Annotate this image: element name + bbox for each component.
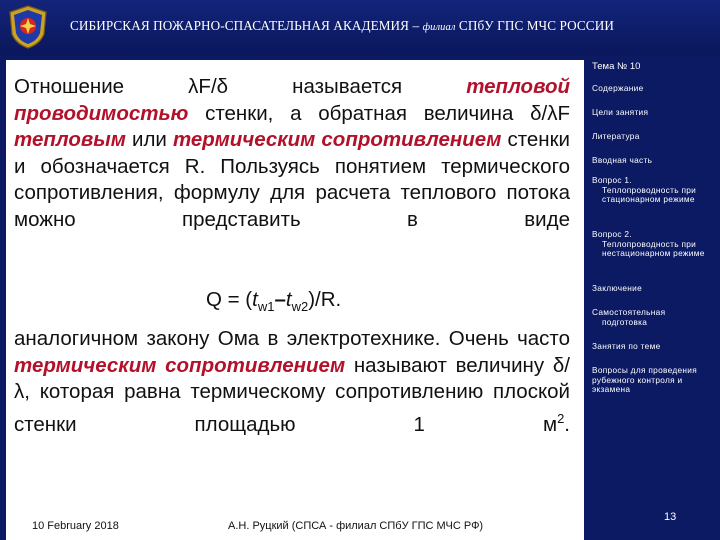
nav-item-10[interactable] — [592, 366, 716, 395]
page-number: 13 — [664, 511, 677, 523]
paragraph-1 — [14, 74, 570, 233]
nav-item-label: Вводная часть — [592, 155, 653, 165]
header-title: СИБИРСКАЯ ПОЖАРНО-СПАСАТЕЛЬНАЯ АКАДЕМИЯ – филиал СПбУ ГПС МЧС РОССИИ — [70, 18, 614, 33]
nav-item-2[interactable] — [592, 108, 716, 118]
slide-content — [6, 60, 584, 520]
nav-item-label: Содержание — [592, 83, 644, 93]
nav-item-3[interactable] — [592, 132, 716, 142]
paragraph-2 — [14, 326, 570, 438]
nav-item-label: Занятия по теме — [592, 341, 661, 351]
text-run: или — [125, 128, 173, 151]
text-run: называют величину δ/λ, которая равна термическому сопротивлению плоской стенки площадью 1 м — [14, 353, 570, 436]
highlight-term: тепловой проводимостью — [14, 75, 570, 125]
highlight-term: тепловым — [14, 128, 126, 151]
text-run: аналогичном закону Ома в электротехнике. Очень часто — [14, 327, 570, 350]
nav-item-1[interactable] — [592, 84, 716, 94]
text-run: 2 — [557, 410, 565, 426]
nav-item-8[interactable] — [592, 308, 716, 327]
nav-item-sublabel: Теплопроводность при стационарном режиме — [602, 184, 697, 204]
navigation-sidebar — [588, 56, 720, 476]
nav-item-label: Литература — [592, 131, 640, 141]
nav-item-label: Цели занятия — [592, 107, 649, 117]
nav-item-sublabel: подготовка — [602, 316, 648, 327]
nav-item-label: Самостоятельная — [592, 307, 666, 317]
topic-label: Тема № 10 — [592, 61, 641, 72]
header-bar — [0, 0, 720, 56]
formula: $Q = (t_{w1}-t_{w2})/R$. — [206, 288, 342, 315]
nav-item-7[interactable] — [592, 284, 716, 294]
text-run: стенки, а обратная величина δ/λF — [188, 101, 570, 125]
nav-item-label: Вопросы для проведения рубежного контроля и экзамена — [592, 365, 697, 394]
nav-item-6[interactable] — [592, 230, 716, 259]
highlight-term: термическим сопротивлением — [172, 128, 502, 151]
highlight-term: термическим сопротивлением — [14, 353, 346, 377]
nav-item-5[interactable] — [592, 176, 716, 205]
nav-item-label: Заключение — [592, 283, 642, 293]
footer-author: А.Н. Руцкий (СПСА - филиал СПбУ ГПС МЧС РФ) — [228, 520, 484, 532]
text-run: . — [564, 412, 570, 436]
nav-item-label: Вопрос 1. — [592, 175, 632, 185]
nav-item-4[interactable] — [592, 156, 716, 166]
nav-item-sublabel: Теплопроводность при нестационарном режиме — [602, 238, 705, 258]
academy-emblem-icon — [6, 4, 50, 50]
text-run: стенки и обозначается R. Пользуясь понятием термического сопротивления, формулу для расчета теплового потока можно представить в виде — [14, 128, 570, 231]
text-run: Отношение λF/δ называется — [14, 75, 467, 98]
footer-date: 10 February 2018 — [32, 520, 119, 532]
nav-item-9[interactable] — [592, 342, 716, 352]
nav-item-label: Вопрос 2. — [592, 229, 632, 239]
